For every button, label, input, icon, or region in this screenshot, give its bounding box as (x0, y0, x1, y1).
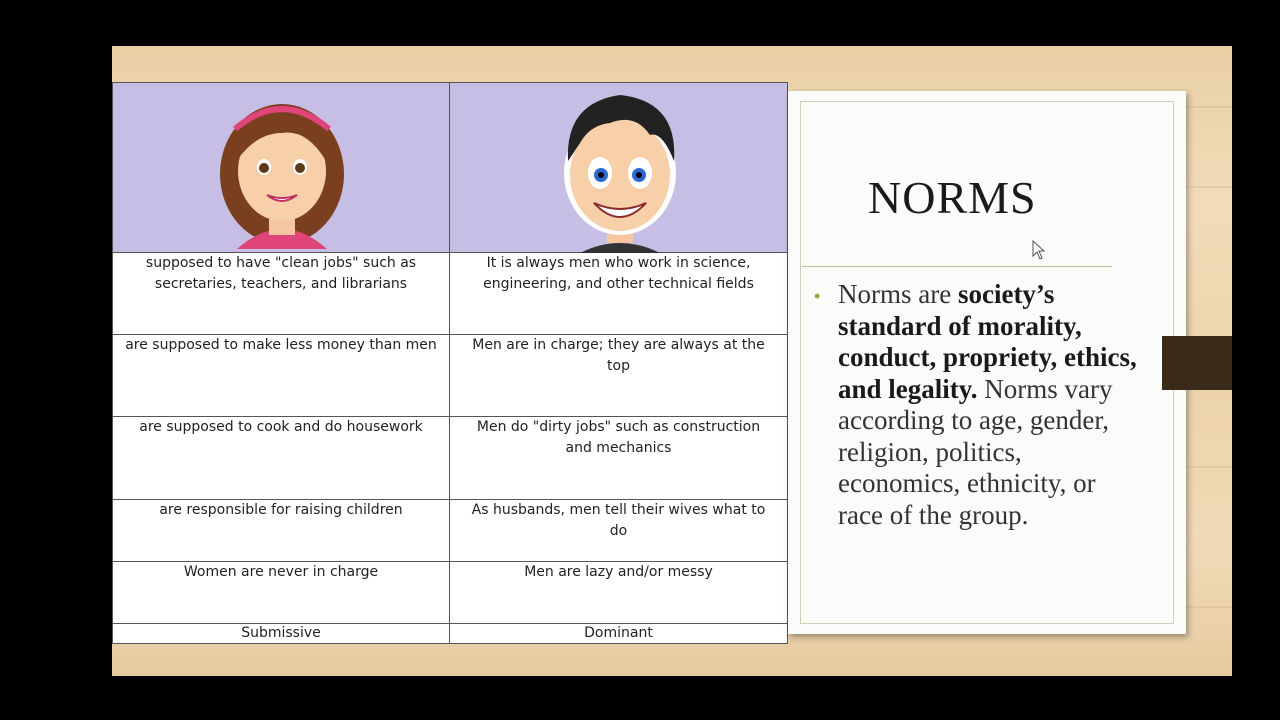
slide (112, 46, 1232, 676)
table-cell-man: Men are in charge; they are always at the top (472, 337, 765, 374)
woman-avatar-icon (207, 89, 357, 249)
table-cell-man: It is always men who work in science, engineering, and other technical fields (483, 255, 754, 292)
mouse-cursor-icon (1032, 240, 1046, 260)
stereotype-table (112, 82, 788, 644)
table-cell-woman: Women are never in charge (113, 562, 450, 623)
table-cell-man: Dominant (584, 625, 653, 641)
divider (802, 266, 1112, 267)
definition-lead: Norms are (838, 279, 958, 309)
norms-definition (838, 279, 1138, 531)
table-cell-man: Men are lazy and/or messy (524, 564, 713, 580)
table-cell-man: Men do "dirty jobs" such as construction and mechanics (476, 419, 761, 456)
table-cell-woman: are supposed to make less money than men (113, 335, 450, 416)
woman-avatar-cell (113, 83, 450, 252)
page-title: NORMS (868, 172, 1037, 223)
man-avatar-icon (550, 83, 690, 253)
table-row (113, 417, 787, 500)
definition-bold: society’s standard of morality, conduct, propriety, ethics, and legality. (838, 279, 1137, 404)
bullet-icon: • (814, 286, 821, 306)
table-row (113, 562, 787, 624)
man-avatar-cell (450, 83, 787, 252)
table-cell-woman: are supposed to cook and do housework (113, 417, 450, 499)
norms-panel (788, 91, 1186, 634)
table-cell-woman: supposed to have "clean jobs" such as secretaries, teachers, and librarians (113, 253, 450, 334)
table-row (113, 335, 787, 417)
table-cell-woman: Submissive (113, 624, 450, 644)
table-row (113, 500, 787, 562)
table-cell-man: As husbands, men tell their wives what to do (471, 502, 766, 539)
definition-rest: Norms vary according to age, gender, religion, politics, economics, ethnicity, or race of the group. (838, 373, 1113, 530)
slide-tab (1162, 336, 1232, 390)
table-cell-woman: are responsible for raising children (113, 500, 450, 561)
table-row (113, 253, 787, 335)
table-row (113, 624, 787, 644)
table-header-row (113, 83, 787, 253)
